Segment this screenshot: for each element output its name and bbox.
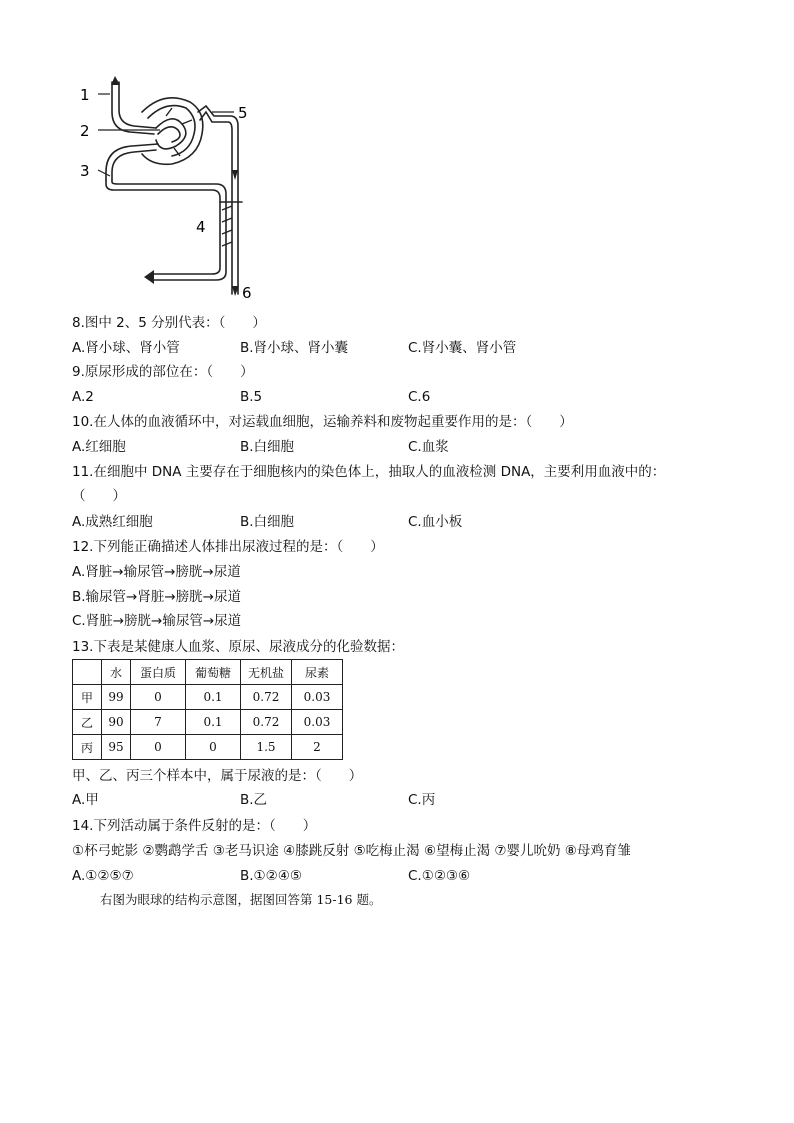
q10-option-b[interactable]: B.白细胞 — [240, 439, 295, 455]
q14-stem: 14.下列活动属于条件反射的是：（ ） — [72, 818, 317, 834]
composition-table — [72, 659, 343, 760]
table-header-cell: 蛋白质 — [131, 660, 186, 685]
q13-stem: 13.下表是某健康人血浆、原尿、尿液成分的化验数据： — [72, 639, 404, 655]
q12-option-c[interactable]: C.肾脏→膀胱→输尿管→尿道 — [72, 613, 242, 629]
q11-stem: 11.在细胞中 DNA 主要存在于细胞核内的染色体上，抽取人的血液检测 DNA，主要利用血液中的： — [72, 464, 666, 480]
q11-stem-blank: （ ） — [72, 488, 126, 504]
table-cell: 甲 — [73, 685, 102, 710]
table-header-cell: 葡萄糖 — [186, 660, 241, 685]
q9-options — [72, 388, 672, 406]
q11-option-c[interactable]: C.血小板 — [408, 514, 463, 530]
table-cell: 0 — [131, 685, 186, 710]
table-cell: 1.5 — [241, 735, 292, 760]
q10-option-a[interactable]: A.红细胞 — [72, 439, 126, 455]
table-cell: 0 — [186, 735, 241, 760]
q9-option-b[interactable]: B.5 — [240, 389, 263, 405]
table-row — [73, 735, 343, 760]
table-cell: 乙 — [73, 710, 102, 735]
table-cell: 95 — [102, 735, 131, 760]
q12-option-b[interactable]: B.输尿管→肾脏→膀胱→尿道 — [72, 589, 241, 605]
nephron-diagram — [72, 72, 272, 304]
q11-options — [72, 513, 672, 531]
table-cell: 90 — [102, 710, 131, 735]
q13-option-a[interactable]: A.甲 — [72, 792, 99, 808]
table-header-cell — [73, 660, 102, 685]
table-header-cell: 尿素 — [292, 660, 343, 685]
label-5: 5 — [238, 104, 248, 122]
table-cell: 0.72 — [241, 710, 292, 735]
q8-option-a[interactable]: A.肾小球、肾小管 — [72, 340, 180, 356]
q8-option-c[interactable]: C.肾小囊、肾小管 — [408, 340, 517, 356]
table-cell: 2 — [292, 735, 343, 760]
table-cell: 99 — [102, 685, 131, 710]
q13-option-c[interactable]: C.丙 — [408, 792, 436, 808]
q8-option-b[interactable]: B.肾小球、肾小囊 — [240, 340, 349, 356]
table-header-cell: 水 — [102, 660, 131, 685]
label-3: 3 — [80, 162, 90, 180]
q9-option-a[interactable]: A.2 — [72, 389, 94, 405]
q12-option-a[interactable]: A.肾脏→输尿管→膀胱→尿道 — [72, 564, 241, 580]
q8-stem: 8.图中 2、5 分别代表：（ ） — [72, 315, 266, 331]
q13-question: 甲、乙、丙三个样本中，属于尿液的是：（ ） — [72, 768, 363, 784]
q14-option-b[interactable]: B.①②④⑤ — [240, 868, 302, 884]
table-row — [73, 710, 343, 735]
q14-option-a[interactable]: A.①②⑤⑦ — [72, 868, 134, 884]
table-cell: 0.03 — [292, 685, 343, 710]
q11-option-a[interactable]: A.成熟红细胞 — [72, 514, 153, 530]
q13-option-b[interactable]: B.乙 — [240, 792, 268, 808]
section-note: 右图为眼球的结构示意图，据图回答第 15-16 题。 — [100, 892, 382, 907]
table-header-row — [73, 660, 343, 685]
table-header-cell: 无机盐 — [241, 660, 292, 685]
table-cell: 0.1 — [186, 685, 241, 710]
label-2: 2 — [80, 122, 90, 140]
q10-option-c[interactable]: C.血浆 — [408, 439, 449, 455]
table-cell: 0.1 — [186, 710, 241, 735]
table-row — [73, 685, 343, 710]
label-6: 6 — [242, 284, 252, 302]
q11-option-b[interactable]: B.白细胞 — [240, 514, 295, 530]
q9-stem: 9.原尿形成的部位在：（ ） — [72, 364, 254, 380]
q14-option-c[interactable]: C.①②③⑥ — [408, 868, 471, 884]
label-1: 1 — [80, 86, 90, 104]
q9-option-c[interactable]: C.6 — [408, 389, 431, 405]
label-4: 4 — [196, 218, 206, 236]
table-cell: 丙 — [73, 735, 102, 760]
table-cell: 7 — [131, 710, 186, 735]
q13-options — [72, 791, 672, 809]
q12-stem: 12.下列能正确描述人体排出尿液过程的是：（ ） — [72, 539, 384, 555]
table-cell: 0.03 — [292, 710, 343, 735]
q8-options — [72, 339, 672, 357]
table-cell: 0 — [131, 735, 186, 760]
table-cell: 0.72 — [241, 685, 292, 710]
q10-options — [72, 438, 672, 456]
q14-options — [72, 867, 672, 885]
q14-items: ①杯弓蛇影 ②鹦鹉学舌 ③老马识途 ④膝跳反射 ⑤吃梅止渴 ⑥望梅止渴 ⑦婴儿吮奶 ⑧母鸡育雏 — [72, 843, 631, 859]
q10-stem: 10.在人体的血液循环中，对运载血细胞，运输养料和废物起重要作用的是：（ ） — [72, 414, 573, 430]
